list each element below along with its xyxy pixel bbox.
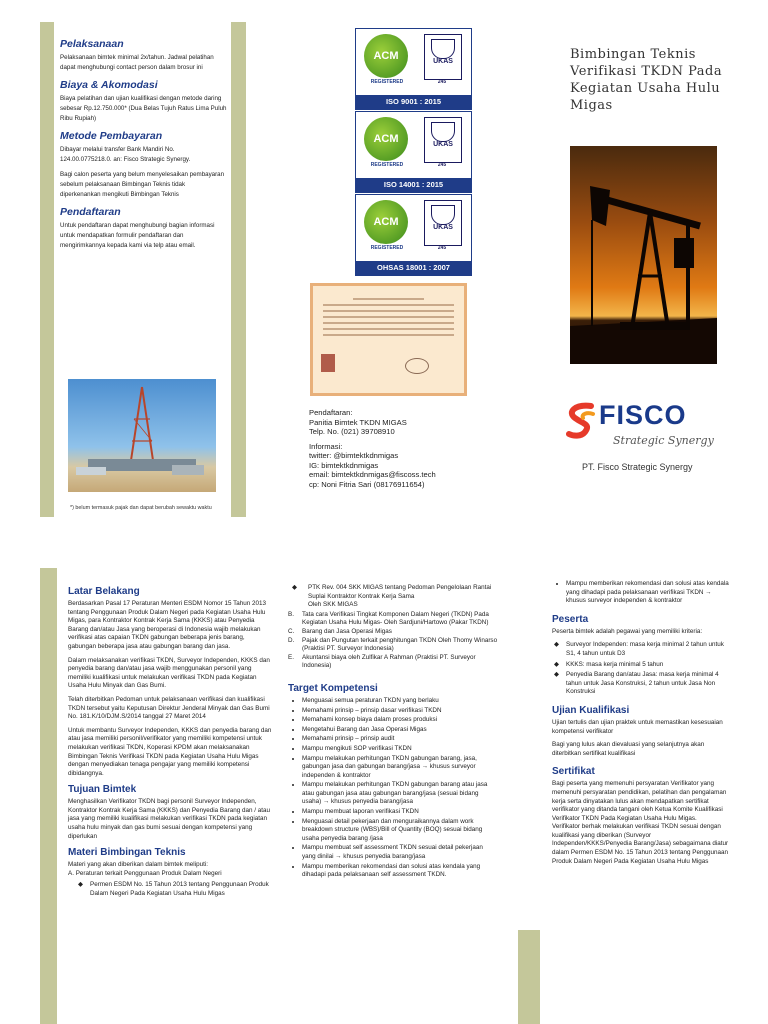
cert-iso-14001: ACM UKAS REGISTERED 245 ISO 14001 : 2015 [355, 111, 472, 193]
ukas-logo: UKAS [424, 117, 462, 163]
fisco-logo [565, 400, 715, 455]
list-item: • Memahami prinsip – prinsip audit [302, 735, 498, 744]
cert-standard: OHSAS 18001 : 2007 [356, 261, 471, 275]
fisco-tagline: Strategic Synergy [613, 434, 714, 447]
oil-pump-photo [570, 146, 717, 364]
column-1: Latar Belakang Berdasarkan Pasal 17 Peraturan Menteri ESDM Nomor 15 Tahun 2013 tentang Penggunaan Produk Dalam Negeri pada Kegiatan Usaha Hulu Migas, para Kontraktor Kontrak Kerja Sama (KKKS) atau Penyedia Barang dan/atau Jasa yang beroperasi di Indonesia wajib melakukan verifikasi atas capaian TKDN gabungan beberapa jenis barang, gabungan beberapa jasa atau gabungan barang dan jasa. Dalam melaksanakan verifikasi TKDN, Surveyor Independen, KKKS dan penyedia barang dan/atau jasa wajib menggunakan personil yang memiliki kualifikasi untuk melakukan verifikasi TKDN pada Kegiatan Usaha Hulu Minyak dan Gas Bumi. Telah diterbitkan Pedoman untuk pelaksanaan verifikasi dan kualifikasi TKDN tersebut yaitu Keputusan Direktur Jenderal Minyak dan Gas Bumi No. 181.K/10/DJM.S/2014 tanggal 27 Maret 2014 Untuk membantu Surveyor Independen, KKKS dan penyedia barang dan atau jasa memiliki personil/verifikator yang memiliki kompetensi untuk melakukan verifikasi TKDN, Koperasi KPDM akan melaksanakan Bimbingan Teknis Verifikasi TKDN pada Kegiatan Usaha Hulu Migas dengan menyediakan tenaga pengajar yang memiliki kompetensi dibidangnya. Tujuan Bimtek Menghasilkan Verifikator TKDN bagi personil Surveyor Independen, Kontraktor Kontrak Kerja Sama (KKKS) dan Penyedia Barang dan / atau jasa yang memiliki kualifikasi melakukan verifikasi TKDN pada kegiatan usaha hulu minyak dan gas bumi sesuai dengan kompetensi yang diperlukan Materi Bimbingan Teknis Materi yang akan diberikan dalam bimtek meliputi: A. Peraturan terkait Penggunaan Produk Dalam Negeri ◆ Permen ESDM No. 15 Tahun 2013 tentang Penggunaan Produk Dalam Negeri Pada Kegiatan Usaha Hulu Migas [68, 586, 272, 898]
cert-iso-9001: ACM UKAS REGISTERED 245 ISO 9001 : 2015 [355, 28, 472, 110]
column-3: • Mampu memberikan rekomendasi dan solusi atas kendala yang dihadapi pada pelaksanaan verifikasi TKDN → khusus surveyor independen & kontraktor Peserta Peserta bimtek adalah pegawai yang memiliki kriteria: ◆ Surveyor Independen: masa kerja minimal 2 tahun untuk S1, 4 tahun untuk D3 ◆ KKKS: masa kerja minimal 5 tahun ◆ Penyedia Barang dan/atau Jasa: masa kerja minimal 4 tahun untuk Jasa Konstruksi, 2 tahun untuk Jasa Non Konstruksi Ujian Kualifikasi Ujian tertulis dan ujian praktek untuk memastikan kesesuaian kompetensi verifikator Bagi yang lulus akan dievaluasi yang selanjutnya akan diterbitkan sertifikat kualifikasi Sertifikat Bagi peserta yang memenuhi persyaratan Verifikator yang memenuhi persyaratan pendidikan, pelatihan dan pengalaman kerja serta dinyatakan lulus akan mendapatkan sertifikat verifikator yang ditanda tangani oleh Ketua Komite Kualifikasi Verifikator TKDN Pada Kegiatan Usaha Hulu Migas. Verifikator berhak melakukan verifikasi TKDN sesuai dengan kualifikasi yang diberikan (Surveyor Independen/KKKS/Penyedia Barang/Jasa) sebagaimana diatur dalam Permen ESDM No. 15 Tahun 2013 tentang Penggunaan Produk Dalam Negeri Pada Kegiatan Usaha Hulu Migas [552, 580, 732, 871]
biaya-heading: Biaya & Akomodasi [60, 79, 158, 91]
decor-bar-left [40, 568, 57, 1024]
list-item: • Menguasai semua peraturan TKDN yang berlaku [302, 697, 498, 706]
diamond-bullet-icon: ◆ [292, 584, 297, 591]
fisco-s-icon [565, 402, 597, 440]
diamond-bullet-icon: ◆ [554, 671, 559, 679]
metode-text-2: Bagi calon peserta yang belum menyelesaikan pembayaran sebelum pelaksanaan Bimbingan Teknis tidak diperkenankan mengikuti Bimbingan Teknis [60, 171, 225, 198]
pumpjack-icon [570, 146, 717, 364]
cert-standard: ISO 9001 : 2015 [356, 95, 471, 109]
cert-ohsas-18001: ACM UKAS REGISTERED 245 OHSAS 18001 : 2007 [355, 194, 472, 276]
info-panel [40, 22, 246, 517]
biaya-text: Biaya pelatihan dan ujian kualifikasi dengan metode daring sebesar Rp.12.750.000* (Dua Belas Tujuh Ratus Lima Puluh Ribu Rupiah) [60, 95, 227, 122]
email-link[interactable]: email: bimtektkdnmigas@fiscoss.tech [309, 470, 436, 479]
certificate-image [310, 283, 467, 396]
pelaksanaan-text: Pelaksanaan bimtek minimal 2x/tahun. Jadwal pelatihan dapat menghubungi contact person dalam brosur ini [60, 54, 214, 71]
list-item: • Memahami konsep biaya dalam proses produksi [302, 716, 498, 725]
column-2: ◆ PTK Rev. 004 SKK MIGAS tentang Pedoman Pengelolaan Rantai Suplai Kontraktor Kontrak Kerja Sama Oleh SKK MIGAS B. Tata cara Verifikasi Tingkat Komponen Dalam Negeri (TKDN) Pada Kegiatan Usaha Hulu Migas- Oleh Sardjuni/Hartowo (Pakar TKDN) C. Barang dan Jasa Operasi Migas D. Pajak dan Pungutan terkait penghitungan TKDN Oleh Thomy Winarso (Praktisi PT. Surveyor Indonesia) E. Akuntansi biaya oleh Zulfikar A Rahman (Praktisi PT. Surveyor Indonesia) Target Kompetensi • Menguasai semua peraturan TKDN yang berlaku • Memahami prinsip – prinsip dasar verifikasi TKDN • Memahami konsep biaya dalam proses produksi • Mengetahui Barang dan Jasa Operasi Migas • Memahami prinsip – prinsip audit • Mampu mengikuti SOP verifikasi TKDN • Mampu melakukan perhitungan TKDN gabungan barang, jasa, gabungan jasa dan gabungan barang/jasa → khusus surveyor independen & kontraktor • Mampu melakukan perhitungan TKDN gabungan barang atau jasa atau gabungan jasa atau gabungan barang/jasa (sesuai bidang usaha) → khusus penyedia barang/jasa • Mampu membuat laporan verifikasi TKDN • Menguasai detail pekerjaan dan menguraikannya dalam work breakdown structure (WBS)/Bill of Quantity (BOQ) sesuai bidang usaha penyedia barang /jasa • Mampu membuat self assessment TKDN sesuai detail pekerjaan yang dinilai → khusus penyedia barang/jasa • Mampu memberikan rekomendasi dan solusi atas kendala yang dihadapi pada pelaksanaan self assessment TKDN. [288, 584, 498, 881]
crown-icon [431, 205, 455, 225]
metode-heading: Metode Pembayaran [60, 130, 163, 142]
drilling-rig-photo [68, 379, 216, 492]
target-heading: Target Kompetensi [288, 682, 378, 694]
peserta-heading: Peserta [552, 613, 589, 625]
list-item: • Memahami prinsip – prinsip dasar verifikasi TKDN [302, 707, 498, 716]
crown-icon [431, 122, 455, 142]
acm-logo: ACM [364, 34, 408, 78]
tujuan-heading: Tujuan Bimtek [68, 784, 137, 796]
stamp-icon [405, 358, 429, 374]
instagram-link[interactable]: IG: bimtektkdnmigas [309, 460, 379, 470]
info-panel-content [54, 22, 231, 517]
ukas-logo: UKAS [424, 34, 462, 80]
metode-text-1: Dibayar melalui transfer Bank Mandiri No. 124.00.0775218.0. an: Fisco Strategic Synergy. [60, 146, 191, 163]
acm-logo: ACM [364, 117, 408, 161]
photo-icon [321, 354, 335, 372]
ujian-heading: Ujian Kualifikasi [552, 704, 630, 716]
list-item: • Mampu membuat self assessment TKDN sesuai detail pekerjaan yang dinilai → khusus penyedia barang/jasa [302, 844, 498, 861]
pendaftaran-heading: Pendaftaran [60, 206, 121, 218]
rig-icon [68, 379, 216, 492]
diamond-bullet-icon: ◆ [554, 641, 559, 649]
pelaksanaan-heading: Pelaksanaan [60, 38, 124, 50]
acm-logo: ACM [364, 200, 408, 244]
brochure-title: Bimbingan Teknis Verifikasi TKDN Pada Kegiatan Usaha Hulu Migas [570, 47, 723, 113]
twitter-link[interactable]: twitter: @bimtektkdnmigas [309, 451, 399, 460]
list-item: • Mengetahui Barang dan Jasa Operasi Migas [302, 726, 498, 735]
diamond-bullet-icon: ◆ [78, 881, 83, 889]
latar-heading: Latar Belakang [68, 586, 140, 597]
decor-bar-right [518, 930, 540, 1024]
ukas-logo: UKAS [424, 200, 462, 246]
list-item: • Mampu memberikan rekomendasi dan solusi atas kendala yang dihadapi pada pelaksanaan self assessment TKDN. [302, 863, 498, 880]
list-item: ◆ Surveyor Independen: masa kerja minimal 2 tahun untuk S1, 4 tahun untuk D3 [554, 641, 724, 657]
cert-standard: ISO 14001 : 2015 [356, 178, 471, 192]
company-name: PT. Fisco Strategic Synergy [582, 462, 693, 472]
list-item: • Mampu mengikuti SOP verifikasi TKDN [302, 745, 498, 754]
list-item: • Mampu memberikan rekomendasi dan solusi atas kendala yang dihadapi pada pelaksanaan verifikasi TKDN → khusus surveyor independen & kontraktor [566, 580, 732, 606]
sertifikat-heading: Sertifikat [552, 766, 595, 778]
list-item: • Mampu melakukan perhitungan TKDN gabungan barang, jasa, gabungan jasa dan gabungan barang/jasa → khusus surveyor independen & kontraktor [302, 755, 498, 781]
materi-heading: Materi Bimbingan Teknis [68, 847, 186, 859]
contact-block: Pendaftaran: Panitia Bimtek TKDN MIGAS Telp. No. (021) 39708910 Informasi: twitter: @bimtektkdnmigas IG: bimtektkdnmigas email: bimtektkdnmigas@fiscoss.tech cp: Noni Fitria Sari (08176911654) [309, 408, 509, 489]
list-item: ◆ PTK Rev. 004 SKK MIGAS tentang Pedoman Pengelolaan Rantai Suplai Kontraktor Kontrak Kerja Sama Oleh SKK MIGAS [292, 584, 492, 609]
target-list [288, 697, 498, 880]
crown-icon [431, 39, 455, 59]
list-item: ◆ Permen ESDM No. 15 Tahun 2013 tentang Penggunaan Produk Dalam Negeri Pada Kegiatan Usaha Hulu Migas [78, 881, 269, 898]
footnote: *) belum termasuk pajak dan dapat berubah sewaktu waktu [70, 505, 212, 511]
contact-person: cp: Noni Fitria Sari (08176911654) [309, 479, 425, 489]
fisco-wordmark: FISCO [599, 400, 687, 430]
list-item: • Mampu membuat laporan verifikasi TKDN [302, 808, 498, 817]
list-item: ◆ Penyedia Barang dan/atau Jasa: masa kerja minimal 4 tahun untuk Jasa Konstruksi, 2 tahun untuk Jasa Non Konstruksi [554, 671, 719, 696]
list-item: • Menguasai detail pekerjaan dan menguraikannya dalam work breakdown structure (WBS)/Bill of Quantity (BOQ) sesuai bidang usaha penyedia barang /jasa [302, 818, 498, 844]
pendaftaran-text: Untuk pendaftaran dapat menghubungi bagian informasi untuk mendapatkan formulir pendaftaran dan mengirimkannya kepada kami via telp atau email. [60, 222, 215, 249]
list-item: ◆ KKKS: masa kerja minimal 5 tahun [554, 660, 664, 668]
diamond-bullet-icon: ◆ [554, 660, 559, 668]
list-item: • Mampu melakukan perhitungan TKDN gabungan barang atau jasa atau gabungan jasa atau gabungan barang/jasa (sesuai bidang usaha) → khusus penyedia barang/jasa [302, 781, 498, 807]
